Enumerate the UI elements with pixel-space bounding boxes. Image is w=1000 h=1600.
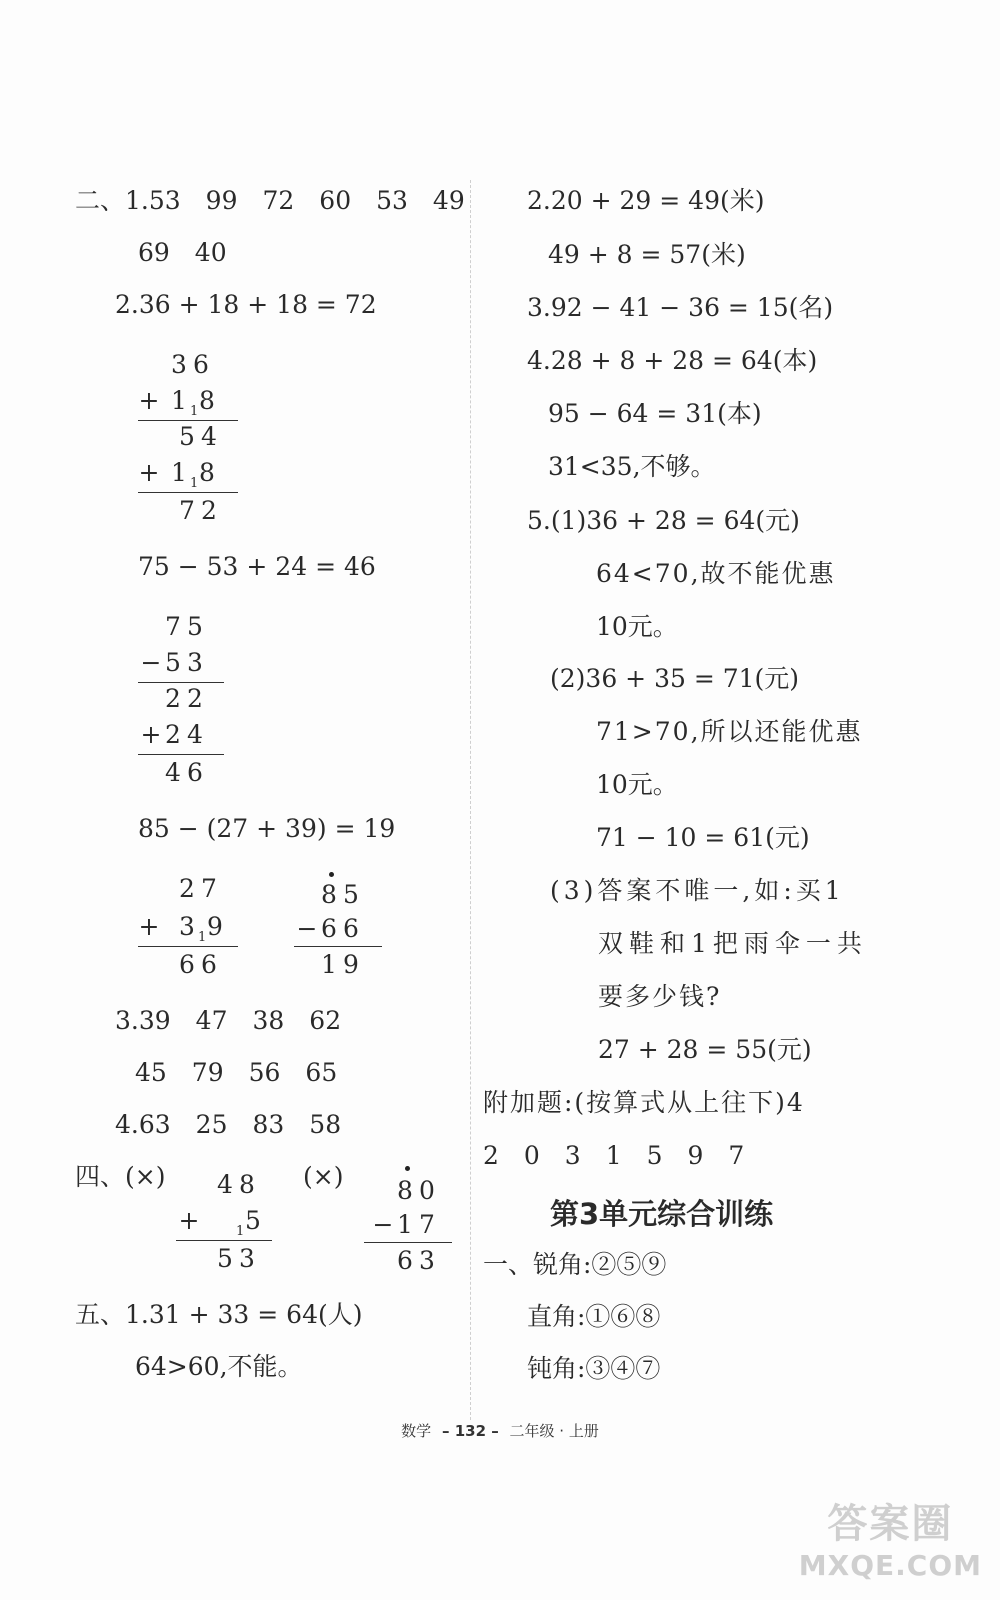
right-line-9: 10元。 bbox=[596, 612, 678, 641]
page-footer bbox=[0, 1420, 1000, 1441]
watermark-line2: MXQE.COM bbox=[798, 1549, 982, 1582]
section2-q1-line1: 二、1.53 99 72 60 53 49 bbox=[75, 186, 465, 215]
right-line-6: 31<35,不够。 bbox=[548, 452, 716, 481]
section2-q1-line2: 69 40 bbox=[138, 238, 227, 267]
right-line-8: 64<70,故不能优惠 bbox=[596, 559, 836, 588]
bonus-question: 附加题:(按算式从上往下)4 bbox=[483, 1088, 805, 1117]
footer-grade: 二年级 · 上册 bbox=[509, 1422, 599, 1440]
right-line-1: 2.20 + 29 = 49(米) bbox=[527, 186, 765, 215]
section2-q2-eq3: 85 − (27 + 39) = 19 bbox=[138, 814, 396, 843]
section5-q1-result: 64>60,不能。 bbox=[135, 1352, 303, 1381]
column-divider bbox=[470, 180, 471, 1420]
right-line-7: 5.(1)36 + 28 = 64(元) bbox=[527, 506, 800, 535]
right-line-10: (2)36 + 35 = 71(元) bbox=[550, 664, 800, 693]
watermark-line1: 答案圈 bbox=[827, 1501, 954, 1547]
section2-q4: 4.63 25 83 58 bbox=[115, 1110, 342, 1139]
vertical-calc-3: 2 7 + 3 19 6 6 bbox=[138, 874, 248, 984]
vertical-calc-2: 7 5 − 5 3 2 2 + 2 4 4 6 bbox=[138, 612, 238, 792]
watermark-logo bbox=[799, 1492, 982, 1582]
section2-q2-eq2: 75 − 53 + 24 = 46 bbox=[138, 552, 376, 581]
right-angle-answer: 直角:①⑥⑧ bbox=[527, 1302, 661, 1331]
unit-title: 第3单元综合训练 bbox=[550, 1197, 774, 1231]
vertical-calc-6: 8 0 − 1 7 6 3 bbox=[364, 1176, 464, 1286]
acute-angle-answer: 一、锐角:②⑤⑨ bbox=[483, 1250, 667, 1279]
right-line-4: 4.28 + 8 + 28 = 64(本) bbox=[527, 346, 818, 375]
section2-q3-line1: 3.39 47 38 62 bbox=[115, 1006, 342, 1035]
section2-q3-line2: 45 79 56 65 bbox=[135, 1058, 338, 1087]
footer-subject: 数学 bbox=[401, 1422, 432, 1440]
right-line-12: 10元。 bbox=[596, 770, 678, 799]
right-line-15: 双鞋和1把雨伞一共 bbox=[598, 929, 868, 958]
section4-mark2: (×) bbox=[303, 1162, 344, 1191]
right-line-11: 71>70,所以还能优惠 bbox=[596, 717, 863, 746]
right-line-14: (3)答案不唯一,如:买1 bbox=[550, 876, 845, 905]
right-line-13: 71 − 10 = 61(元) bbox=[596, 823, 810, 852]
vertical-calc-5: 4 8 + 15 5 3 bbox=[176, 1170, 276, 1280]
vertical-calc-4: 8 5 − 6 6 1 9 bbox=[294, 880, 394, 990]
obtuse-angle-answer: 钝角:③④⑦ bbox=[527, 1354, 661, 1383]
right-line-2: 49 + 8 = 57(米) bbox=[548, 240, 746, 269]
section4-label: 四、(×) bbox=[75, 1162, 166, 1191]
section2-q2-eq1: 2.36 + 18 + 18 = 72 bbox=[115, 290, 377, 319]
right-line-17: 27 + 28 = 55(元) bbox=[598, 1035, 812, 1064]
bonus-answer: 2 0 3 1 5 9 7 bbox=[483, 1141, 745, 1170]
right-line-3: 3.92 − 41 − 36 = 15(名) bbox=[527, 293, 834, 322]
page-number: – 132 – bbox=[441, 1422, 499, 1440]
vertical-calc-1: 3 6 + 1 18 5 4 + 1 18 7 2 bbox=[138, 350, 248, 530]
section5-q1: 五、1.31 + 33 = 64(人) bbox=[75, 1300, 363, 1329]
right-line-16: 要多少钱? bbox=[598, 982, 722, 1011]
right-line-5: 95 − 64 = 31(本) bbox=[548, 399, 762, 428]
